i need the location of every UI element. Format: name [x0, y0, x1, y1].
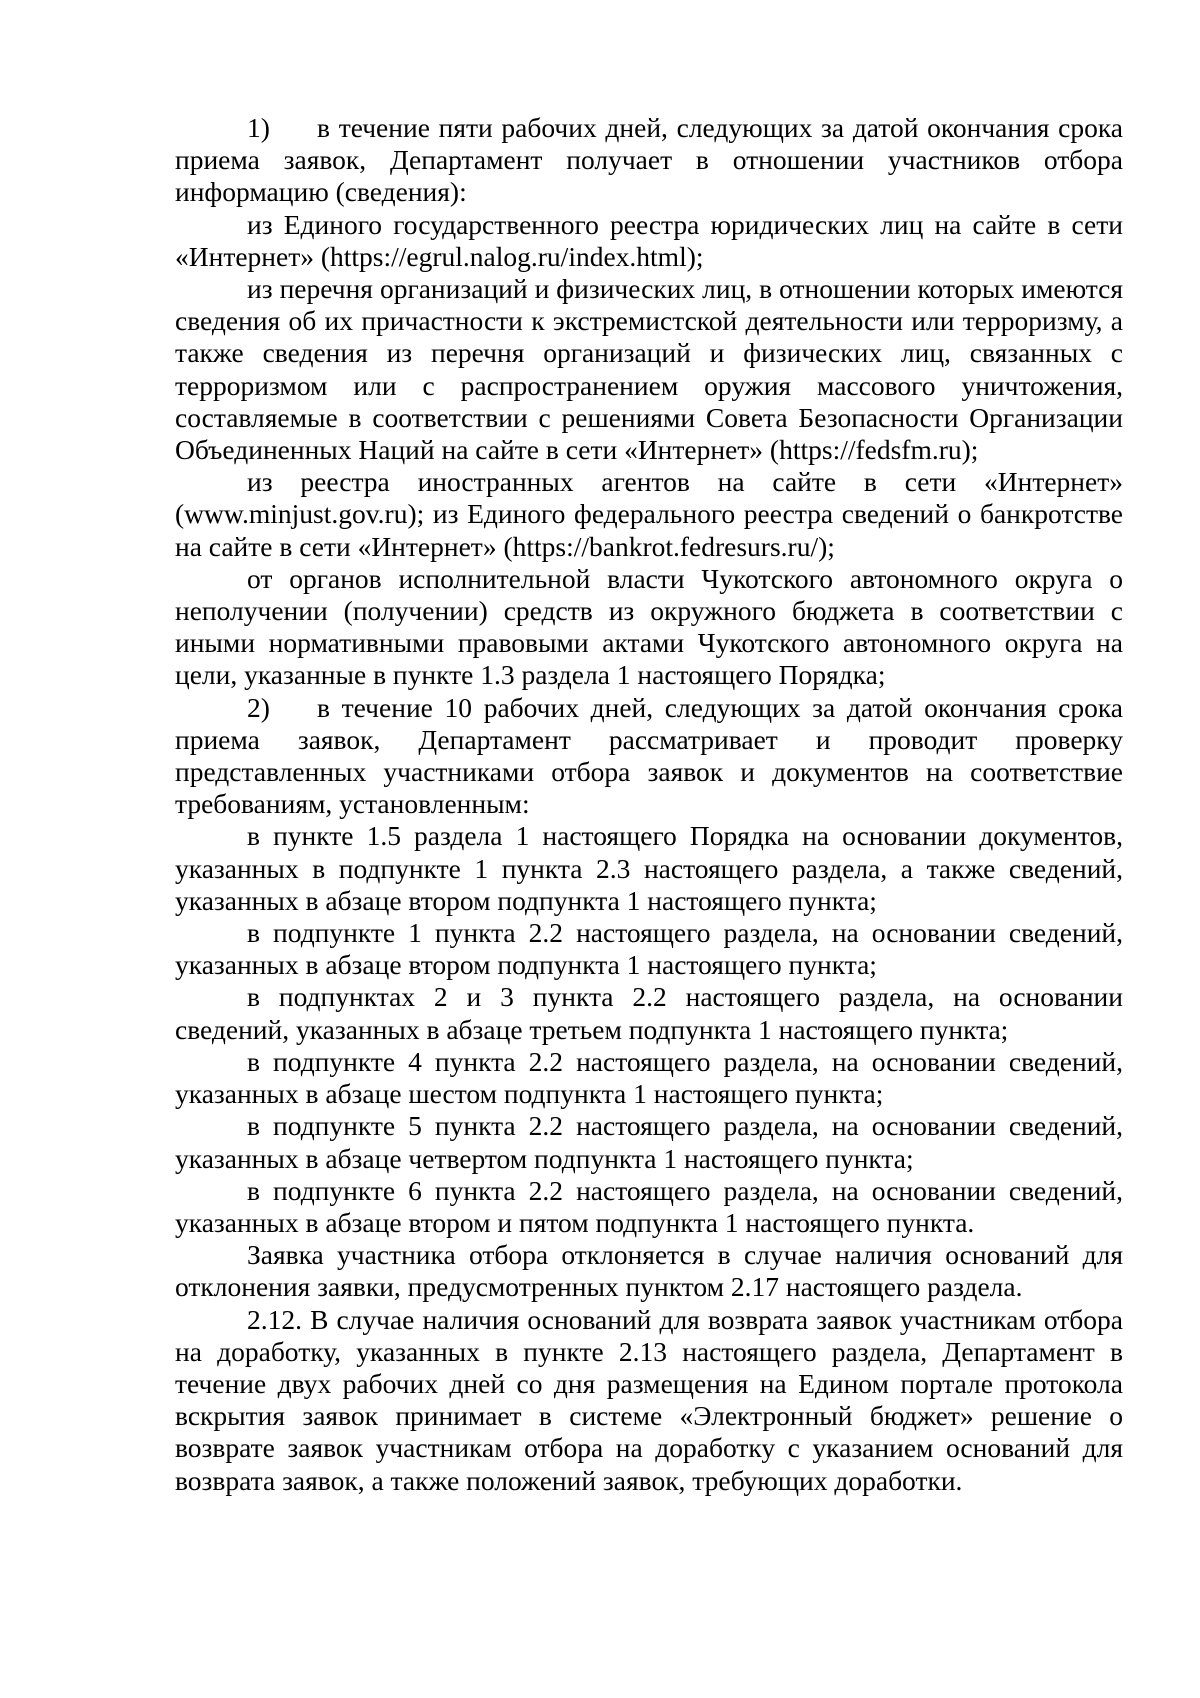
paragraph: от органов исполнительной власти Чукотского автономного округа о неполучении (получении) средств из окружного бюджета в соответствии с иными нормативными правовыми актами Чукотского автономного округа на цели, указанные в пункте 1.3 раздела 1 настоящего Порядка;	[175, 562, 1123, 691]
paragraph: в подпункте 6 пункта 2.2 настоящего раздела, на основании сведений, указанных в абзаце втором и пятом подпункта 1 настоящего пункта.	[175, 1174, 1123, 1238]
paragraph: 2.12. В случае наличия оснований для возврата заявок участникам отбора на доработку, указанных в пункте 2.13 настоящего раздела, Департамент в течение двух рабочих дней со дня размещения на Едином портале протокола вскрытия заявок принимает в системе «Электронный бюджет» решение о возврате заявок участникам отбора на доработку с указанием оснований для возврата заявок, а также положений заявок, требующих доработки.	[175, 1303, 1123, 1496]
paragraph: в подпункте 5 пункта 2.2 настоящего раздела, на основании сведений, указанных в абзаце четвертом подпункта 1 настоящего пункта;	[175, 1110, 1123, 1174]
paragraph-text: в течение пяти рабочих дней, следующих за датой окончания срока приема заявок, Департамент получает в отношении участников отбора информацию (сведения):	[175, 112, 1123, 208]
paragraph: в подпунктах 2 и 3 пункта 2.2 настоящего раздела, на основании сведений, указанных в абзаце третьем подпункта 1 настоящего пункта;	[175, 981, 1123, 1045]
paragraph-text: в течение 10 рабочих дней, следующих за датой окончания срока приема заявок, Департамент рассматривает и проводит проверку представленных участниками отбора заявок и документов на соответствие требованиям, установленным:	[175, 691, 1123, 820]
paragraph	[175, 112, 1123, 209]
document-body	[175, 112, 1123, 1497]
item-number: 1)	[247, 112, 270, 143]
paragraph	[175, 692, 1123, 821]
paragraph: из Единого государственного реестра юридических лиц на сайте в сети «Интернет» (https://egrul.nalog.ru/index.html);	[175, 208, 1123, 272]
item-number: 2)	[247, 691, 270, 723]
paragraph: из перечня организаций и физических лиц, в отношении которых имеются сведения об их причастности к экстремистской деятельности или терроризму, а также сведения из перечня организаций и физических лиц, связанных с терроризмом или с распространением оружия массового уничтожения, составляемые в соответствии с решениями Совета Безопасности Организации Объединенных Наций на сайте в сети «Интернет» (https://fedsfm.ru);	[175, 273, 1123, 466]
paragraph: из реестра иностранных агентов на сайте в сети «Интернет» (www.minjust.gov.ru); из Единого федерального реестра сведений о банкротстве на сайте в сети «Интернет» (https://bankrot.fedresurs.ru/);	[175, 466, 1123, 562]
paragraph: в пункте 1.5 раздела 1 настоящего Порядка на основании документов, указанных в подпункте 1 пункта 2.3 настоящего раздела, а также сведений, указанных в абзаце втором подпункта 1 настоящего пункта;	[175, 820, 1123, 916]
paragraph: в подпункте 4 пункта 2.2 настоящего раздела, на основании сведений, указанных в абзаце шестом подпункта 1 настоящего пункта;	[175, 1045, 1123, 1110]
paragraph: Заявка участника отбора отклоняется в случае наличия оснований для отклонения заявки, предусмотренных пунктом 2.17 настоящего раздела.	[175, 1239, 1123, 1303]
paragraph: в подпункте 1 пункта 2.2 настоящего раздела, на основании сведений, указанных в абзаце втором подпункта 1 настоящего пункта;	[175, 917, 1123, 981]
